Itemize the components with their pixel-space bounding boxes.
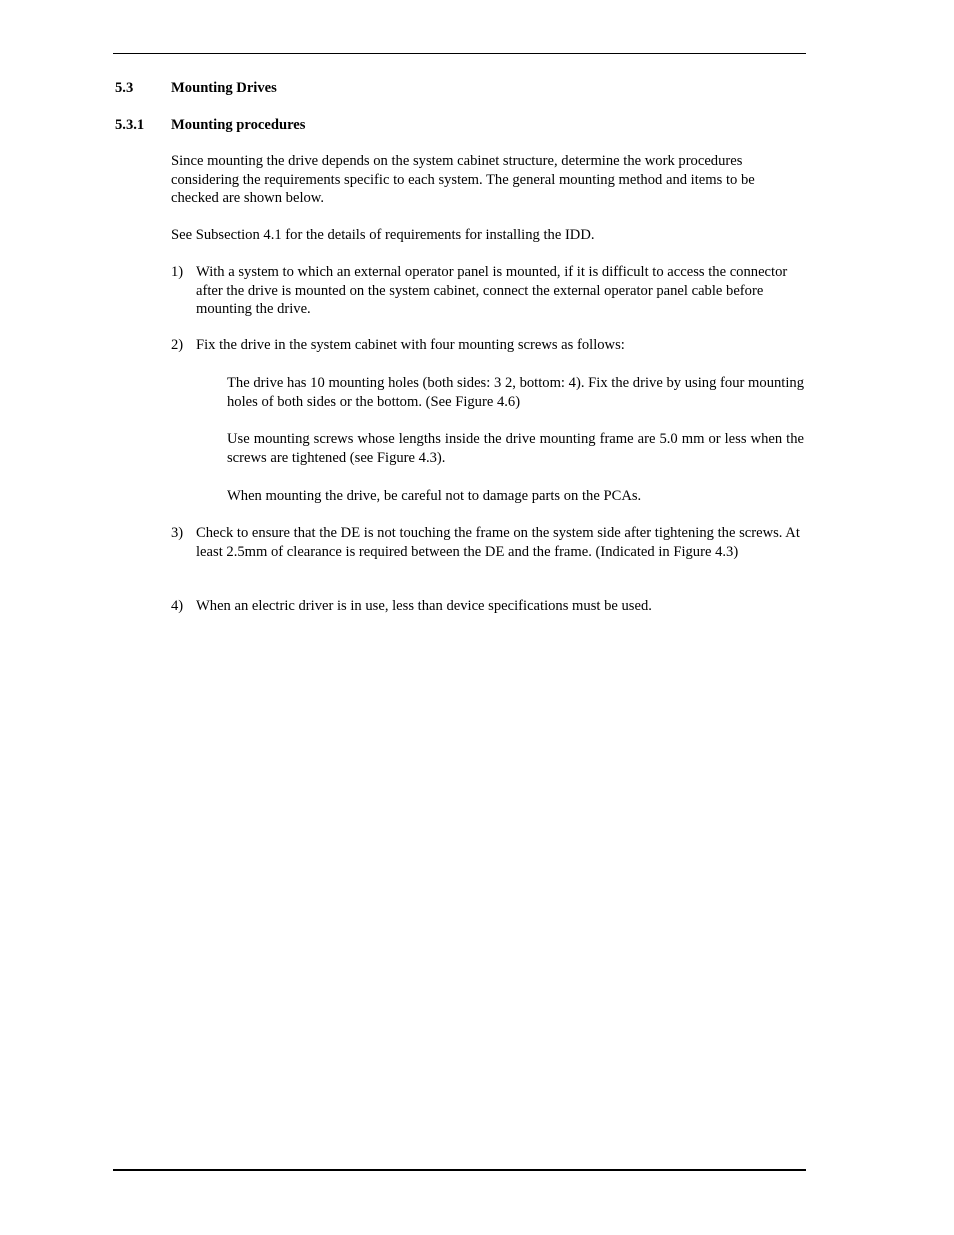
reference-paragraph: See Subsection 4.1 for the details of requirements for installing the IDD. <box>171 227 595 243</box>
header-rule <box>113 53 806 54</box>
step-text: Check to ensure that the DE is not touching the frame on the system side after tightening the screws. At least 2.5mm of clearance is required between the DE and the frame. (Indicated in Figure 4.3) <box>196 525 800 560</box>
step-text: When an electric driver is in use, less than device specifications must be used. <box>196 598 652 614</box>
step-detail: When mounting the drive, be careful not to damage parts on the PCAs. <box>227 488 642 504</box>
step-marker: 4) <box>171 598 184 614</box>
step-text: Fix the drive in the system cabinet with four mounting screws as follows: <box>196 337 625 353</box>
step-detail: The drive has 10 mounting holes (both sides: 3 2, bottom: 4). Fix the drive by using four mounting holes of both sides or the bottom. (See Figure 4.6) <box>227 375 804 410</box>
step-marker: 3) <box>171 525 184 541</box>
section-title: Mounting Drives <box>171 80 277 96</box>
footer-rule <box>113 1169 806 1171</box>
step-detail: Use mounting screws whose lengths inside the drive mounting frame are 5.0 mm or less when the screws are tightened (see Figure 4.3). <box>227 431 804 466</box>
step-text: With a system to which an external operator panel is mounted, if it is difficult to access the connector after the drive is mounted on the system cabinet, connect the external operator panel cable before mounting the drive. <box>196 264 788 317</box>
step-marker: 2) <box>171 337 184 353</box>
subsection-number: 5.3.1 <box>115 117 145 133</box>
section-number: 5.3 <box>115 80 134 96</box>
subsection-title: Mounting procedures <box>171 117 306 133</box>
intro-paragraph: Since mounting the drive depends on the system cabinet structure, determine the work procedures considering the requirements specific to each system. The general mounting method and items to be checked are shown below. <box>171 153 755 206</box>
step-marker: 1) <box>171 264 184 280</box>
